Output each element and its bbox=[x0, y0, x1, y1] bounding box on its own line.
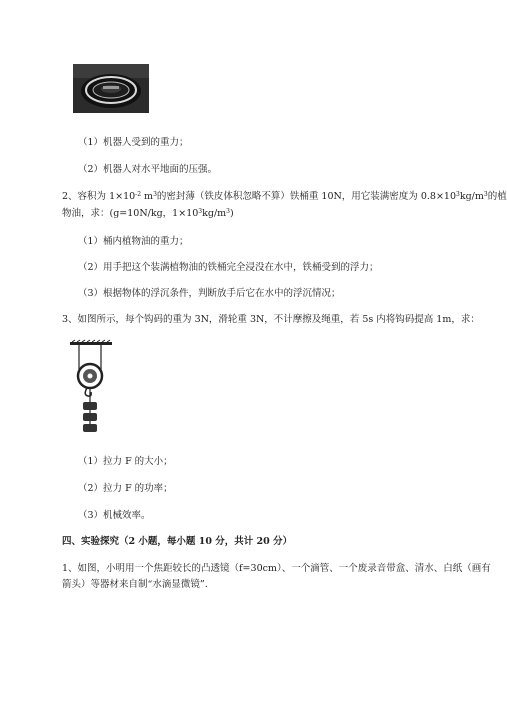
pulley-diagram bbox=[68, 340, 114, 435]
q2-sub1: （1）桶内植物油的重力； bbox=[78, 236, 189, 247]
section4-heading: 四、实验探究（2 小题，每小题 10 分，共计 20 分） bbox=[62, 536, 293, 547]
q2-line2: 物油，求：(g=10N/kg，$1\times 10^3kg/m^3$) bbox=[62, 208, 234, 219]
q2-line1: 2、容积为 $1\times 10^{-2}$ $m^3$的密封薄（铁皮体积忽略不算）铁桶重 10N，用它装满密度为 $0.8\times 10^3kg/m^3$的植 bbox=[62, 191, 507, 202]
q2-sub3: （3）根据物体的浮沉条件，判断放手后它在水中的浮沉情况； bbox=[78, 288, 341, 299]
q2-sub2: （2）用手把这个装满植物油的铁桶完全浸没在水中，铁桶受到的浮力； bbox=[78, 262, 379, 273]
q3-line1: 3、如图所示，每个钩码的重为 3N，滑轮重 3N，不计摩擦及绳重，若 5s 内将钩码提高 1m，求： bbox=[62, 314, 480, 325]
q1-sub1: （1）机器人受到的重力； bbox=[78, 137, 189, 148]
robot-vacuum-photo bbox=[73, 64, 149, 113]
q3-sub2: （2）拉力 F 的功率； bbox=[78, 483, 173, 494]
section4-q1-line2: 箭头）等器材来自制“水滴显微镜”. bbox=[62, 579, 208, 590]
q3-sub3: （3）机械效率。 bbox=[78, 510, 151, 521]
section4-q1-line1: 1、如图，小明用一个焦距较长的凸透镜（f=30cm）、一个滴管、一个废录音带盒、清水、白纸（画有 bbox=[62, 563, 491, 574]
q3-sub1: （1）拉力 F 的大小； bbox=[78, 456, 173, 467]
q1-sub2: （2）机器人对水平地面的压强。 bbox=[78, 164, 218, 175]
